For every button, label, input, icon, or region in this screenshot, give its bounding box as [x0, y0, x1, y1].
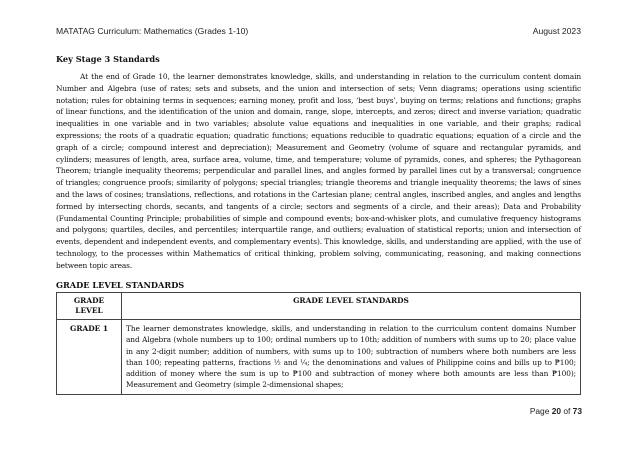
header-title: MATATAG Curriculum: Mathematics (Grades 1-10)	[56, 26, 249, 36]
page-footer	[530, 406, 582, 416]
header-date: August 2023	[532, 26, 581, 36]
column-header-grade-level: GRADE LEVEL	[57, 293, 122, 320]
page-label: Page	[529, 406, 552, 416]
key-stage-3-paragraph: At the end of Grade 10, the learner demonstrates knowledge, skills, and understanding in relation to the curriculum content domain Number and Algebra (use of rates; sets and subsets, and the union and intersection of sets; Venn diagrams; operations using scientific notation; rules for obtaining terms in sequences; earning money, profit and loss, ‘best buys’, buying on terms; relations and functions; graphs of linear functions, and the identification of the union and domain, range, slope, intercepts, and zeros; direct and inverse variation; quadratic inequalities in one variable and in two variables; absolute value equations and inequalities in one variable, and their graphs; radical expressions; the roots of a quadratic equation; quadratic functions; equations reducible to quadratic equations; equation of a circle and the graph of a circle; compound interest and depreciation); Measurement and Geometry (volume of square and rectangular pyramids, and cylinders; measures of length, area, surface area, volume, time, and temperature; volume of pyramids, cones, and spheres; the Pythagorean Theorem; triangle inequality theorems; perpendicular and parallel lines, and angles formed by parallel lines cut by a transversal; congruence of triangles; congruence proofs; similarity of polygons; special triangles; triangle theorems and triangle inequality theorems; the laws of sines and the laws of cosines; translations, reflections, and rotations in the Cartesian plane; central angles, inscribed angles, and angles and lengths formed by intersecting chords, secants, and tangents of a circle; sectors and segments of a circle, and their areas); Data and Probability (Fundamental Counting Principle; probabilities of simple and compound events; box-and-whisker plots, and cumulative frequency histograms and polygons; quartiles, deciles, and percentiles; interquartile range, and outliers; evaluation of statistical reports; union and intersection of events, dependent and independent events, and complementary events). This knowledge, skills, and understanding are applied, with the use of technology, to the processes within Mathematics of critical thinking, problem solving, communicating, reasoning, and making connections between topic areas.	[56, 72, 581, 270]
section-heading-key-stage-3: Key Stage 3 Standards	[56, 54, 160, 64]
page-number: 20	[551, 406, 562, 416]
grade-level-standards-table	[56, 292, 581, 395]
grade-level-cell: GRADE 1	[57, 320, 122, 395]
standards-cell: The learner demonstrates knowledge, skills, and understanding in relation to the curriculum content domains Number and Algebra (whole numbers up to 100; ordinal numbers up to 10th; addition of numbers with sums up to 20; place value in any 2-digit number; addition of numbers, with sums up to 100; subtraction of numbers where both numbers are less than 100; repeating patterns, fractions ½ and ¼; the denominations and values of Philippine coins and bills up to ₱100; addition of money where the sum is up to ₱100 and subtraction of money where both amounts are less than ₱100); Measurement and Geometry (simple 2-dimensional shapes;	[122, 320, 581, 395]
table-header-row	[57, 293, 581, 320]
section-heading-grade-level-standards: GRADE LEVEL STANDARDS	[56, 280, 185, 290]
column-header-standards: GRADE LEVEL STANDARDS	[122, 293, 581, 320]
page-total: 73	[572, 406, 582, 416]
page-of-label: of	[561, 406, 573, 416]
table-row	[57, 320, 581, 395]
